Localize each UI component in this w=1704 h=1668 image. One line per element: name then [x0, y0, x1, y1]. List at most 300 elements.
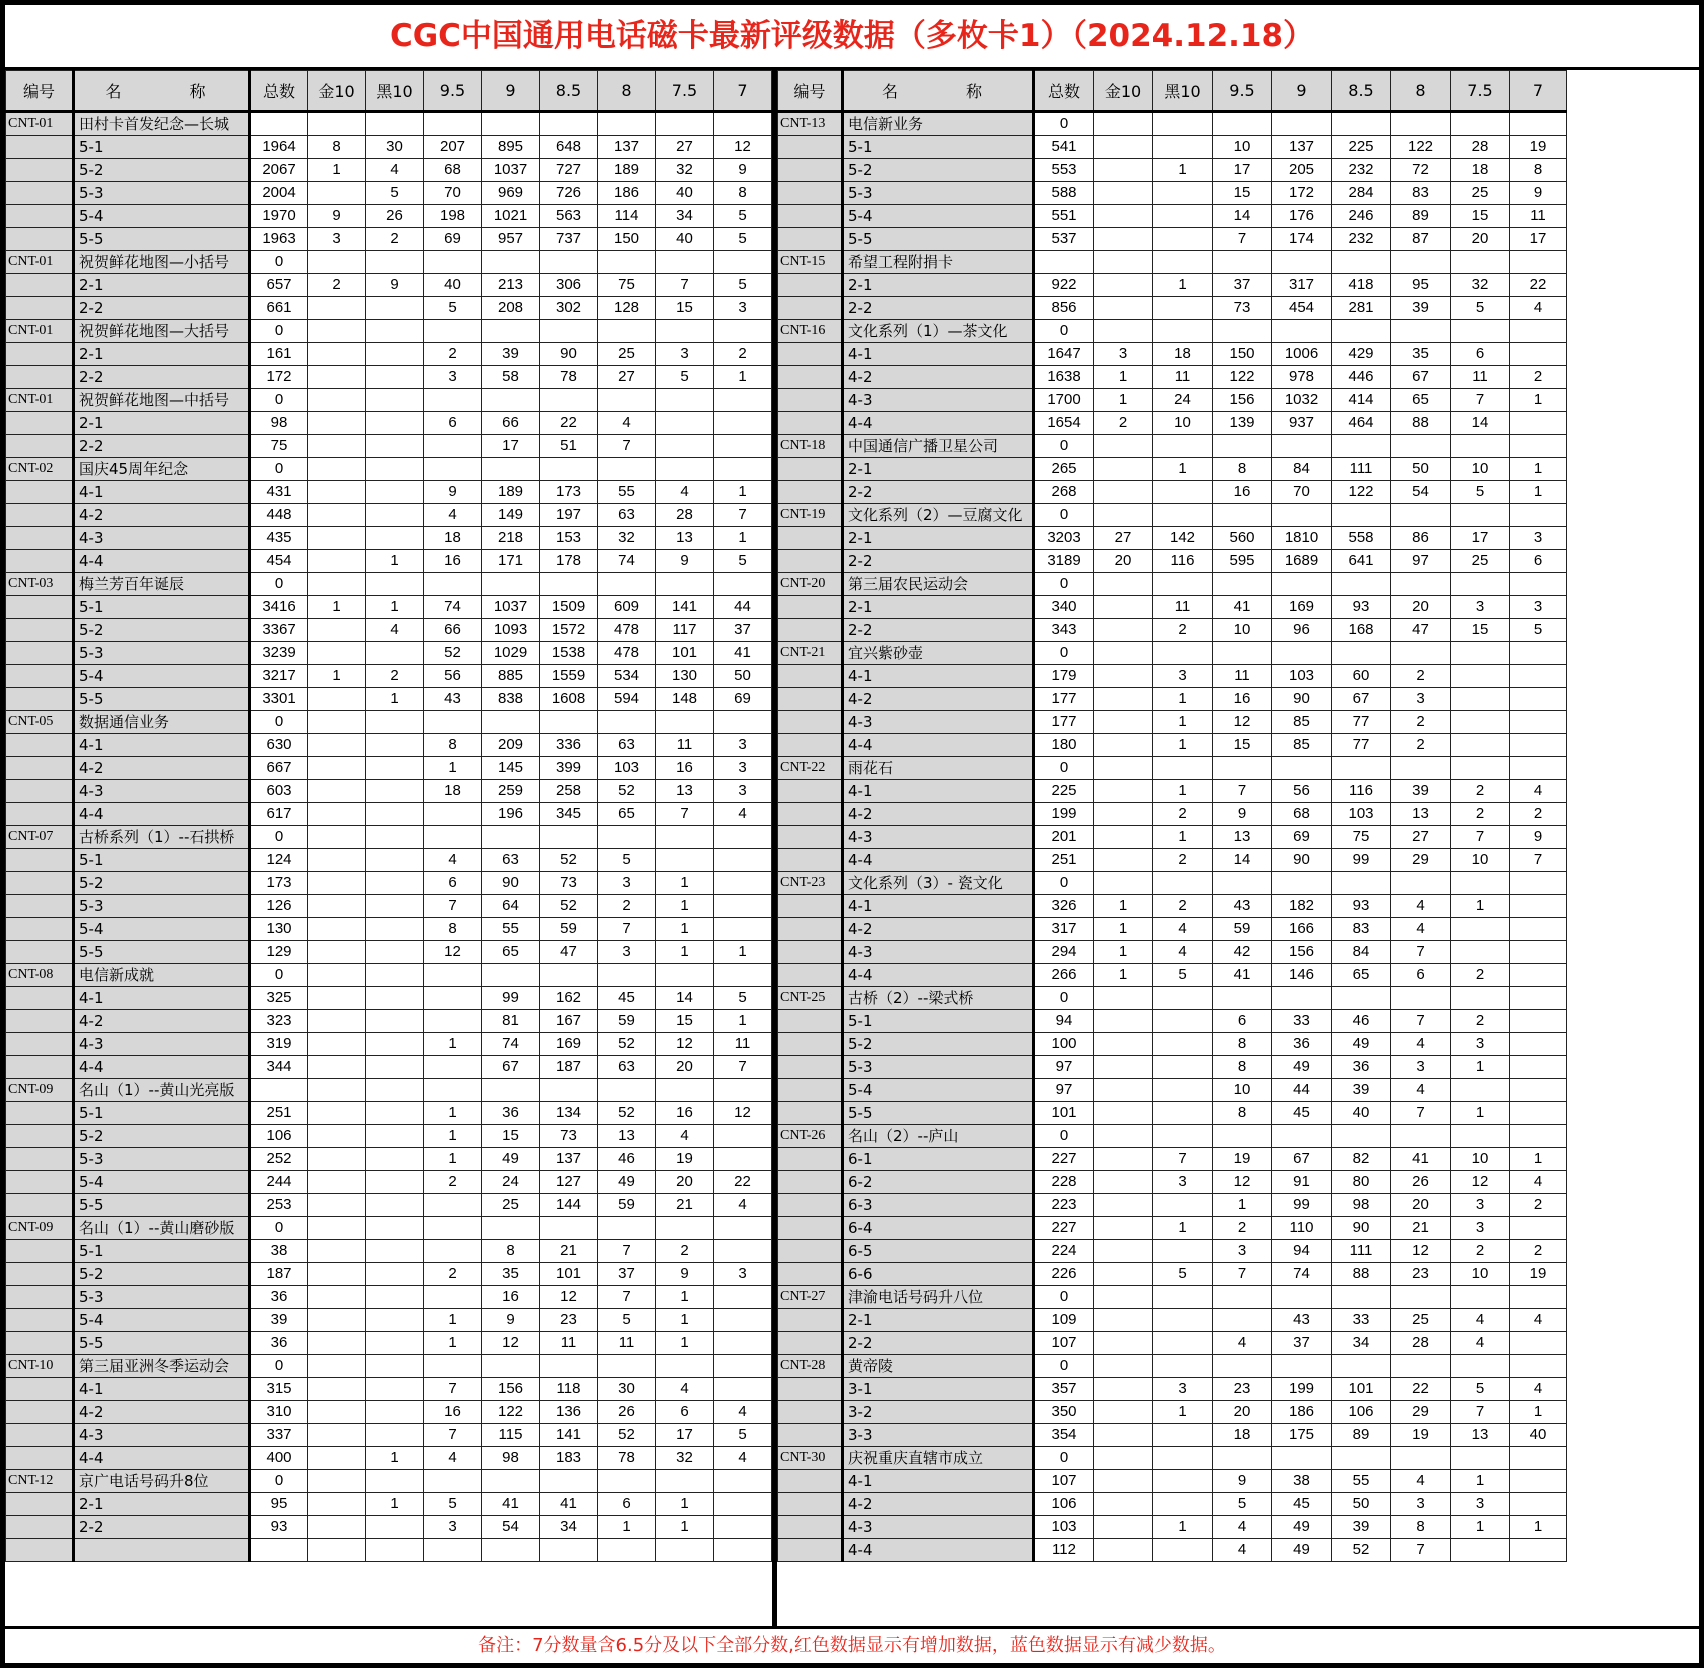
group-row — [778, 573, 1567, 596]
grade-count-cell: 37 — [1272, 1332, 1332, 1355]
grade-count-cell: 12 — [1391, 1240, 1451, 1263]
grade-count-cell: 167 — [540, 1010, 598, 1033]
grade-count-cell — [714, 112, 772, 136]
grade-count-cell: 0 — [250, 1355, 308, 1378]
grade-count-cell: 5 — [1510, 619, 1567, 642]
grade-count-cell — [1153, 1240, 1213, 1263]
card-code-cell — [778, 366, 843, 389]
grade-count-cell: 44 — [1272, 1079, 1332, 1102]
grade-count-cell: 251 — [1034, 849, 1094, 872]
grade-count-cell: 51 — [540, 435, 598, 458]
grade-count-cell — [1272, 757, 1332, 780]
grade-count-cell: 1 — [1510, 1148, 1567, 1171]
grade-count-cell: 161 — [250, 343, 308, 366]
grade-count-cell — [1272, 112, 1332, 136]
grade-count-cell — [1510, 435, 1567, 458]
grade-count-cell: 98 — [1332, 1194, 1391, 1217]
grade-count-cell: 19 — [1510, 136, 1567, 159]
grade-count-cell — [308, 320, 366, 343]
grade-count-cell — [308, 112, 366, 136]
card-code-cell — [6, 1378, 74, 1401]
grade-count-cell — [366, 1056, 424, 1079]
grade-count-cell: 4 — [1153, 918, 1213, 941]
grade-count-cell: 116 — [1153, 550, 1213, 573]
grade-count-cell: 337 — [250, 1424, 308, 1447]
card-code-cell — [778, 803, 843, 826]
card-name-cell: 4-1 — [74, 1378, 250, 1401]
grade-count-cell — [714, 1309, 772, 1332]
grade-count-cell: 1 — [1510, 1401, 1567, 1424]
card-code-cell — [778, 527, 843, 550]
grade-count-cell: 13 — [598, 1125, 656, 1148]
grade-count-cell: 39 — [1332, 1079, 1391, 1102]
grade-count-cell: 1 — [714, 1010, 772, 1033]
card-code-cell: CNT-26 — [778, 1125, 843, 1148]
grade-count-cell — [1272, 435, 1332, 458]
table-row — [778, 458, 1567, 481]
grade-count-cell — [308, 1516, 366, 1539]
grade-count-cell — [366, 1033, 424, 1056]
grade-count-cell: 90 — [482, 872, 540, 895]
table-row — [778, 136, 1567, 159]
grade-count-cell: 141 — [656, 596, 714, 619]
grade-count-cell: 156 — [1272, 941, 1332, 964]
grade-count-cell: 74 — [598, 550, 656, 573]
grade-count-cell: 4 — [1510, 1171, 1567, 1194]
grade-count-cell — [1153, 297, 1213, 320]
grade-count-cell: 1 — [366, 1447, 424, 1470]
grade-count-cell: 66 — [482, 412, 540, 435]
card-name-cell: 4-1 — [74, 987, 250, 1010]
grade-count-cell — [598, 1217, 656, 1240]
grade-count-cell: 82 — [1332, 1148, 1391, 1171]
grade-count-cell: 49 — [598, 1171, 656, 1194]
grade-count-cell — [1094, 1125, 1153, 1148]
grade-count-cell: 1093 — [482, 619, 540, 642]
grade-count-cell — [1391, 112, 1451, 136]
grade-count-cell: 21 — [1391, 1217, 1451, 1240]
card-name-cell: 6-4 — [843, 1217, 1034, 1240]
grade-count-cell — [1451, 1079, 1510, 1102]
grade-count-cell — [366, 895, 424, 918]
card-name-cell: 文化系列（3）- 瓷文化 — [843, 872, 1034, 895]
grade-count-cell: 36 — [250, 1286, 308, 1309]
grade-count-cell: 84 — [1332, 941, 1391, 964]
grade-count-cell: 46 — [598, 1148, 656, 1171]
grade-count-cell: 171 — [482, 550, 540, 573]
grade-count-cell — [656, 389, 714, 412]
card-code-cell: CNT-22 — [778, 757, 843, 780]
grade-count-cell: 39 — [250, 1309, 308, 1332]
grade-count-cell: 1647 — [1034, 343, 1094, 366]
grade-count-cell: 101 — [1034, 1102, 1094, 1125]
grade-count-cell — [1451, 1447, 1510, 1470]
grade-count-cell: 38 — [1272, 1470, 1332, 1493]
grade-count-cell — [1094, 435, 1153, 458]
card-name-cell: 中国通信广播卫星公司 — [843, 435, 1034, 458]
grade-count-cell — [1272, 1286, 1332, 1309]
card-code-cell — [6, 1148, 74, 1171]
grade-count-cell: 186 — [598, 182, 656, 205]
grade-count-cell: 9 — [714, 159, 772, 182]
grade-count-cell: 34 — [1332, 1332, 1391, 1355]
grade-count-cell: 7 — [1391, 1010, 1451, 1033]
grade-count-cell: 111 — [1332, 458, 1391, 481]
right-table-body — [778, 112, 1567, 1562]
grade-count-cell: 13 — [656, 780, 714, 803]
grade-count-cell: 173 — [250, 872, 308, 895]
card-code-cell — [778, 1148, 843, 1171]
table-row — [6, 619, 772, 642]
card-name-cell: 4-2 — [843, 918, 1034, 941]
card-name-cell: 4-3 — [843, 389, 1034, 412]
grade-count-cell — [714, 435, 772, 458]
group-row — [778, 320, 1567, 343]
grade-count-cell — [366, 458, 424, 481]
grade-count-cell: 8 — [1213, 1033, 1272, 1056]
grade-count-cell: 36 — [250, 1332, 308, 1355]
card-name-cell: 5-2 — [74, 159, 250, 182]
grade-count-cell: 1 — [656, 1286, 714, 1309]
grade-count-cell — [308, 918, 366, 941]
grade-count-cell: 73 — [1213, 297, 1272, 320]
grade-count-cell: 5 — [714, 274, 772, 297]
grade-count-cell — [1213, 320, 1272, 343]
grade-count-cell: 83 — [1391, 182, 1451, 205]
card-name-cell: 电信新成就 — [74, 964, 250, 987]
grade-count-cell: 4 — [714, 1194, 772, 1217]
grade-count-cell — [714, 1286, 772, 1309]
grade-count-cell: 3 — [1510, 596, 1567, 619]
grade-count-cell: 40 — [1510, 1424, 1567, 1447]
group-row — [778, 504, 1567, 527]
grade-count-cell: 3367 — [250, 619, 308, 642]
table-row — [6, 504, 772, 527]
grade-count-cell — [714, 1355, 772, 1378]
grade-count-cell — [714, 1332, 772, 1355]
grade-count-cell — [1094, 849, 1153, 872]
grade-count-cell: 73 — [540, 872, 598, 895]
grade-count-cell: 27 — [1391, 826, 1451, 849]
grade-count-cell — [1391, 642, 1451, 665]
grade-count-cell: 446 — [1332, 366, 1391, 389]
card-code-cell — [778, 228, 843, 251]
grade-count-cell: 1 — [714, 366, 772, 389]
table-row — [778, 1309, 1567, 1332]
grade-count-cell: 14 — [656, 987, 714, 1010]
grade-count-cell: 0 — [250, 389, 308, 412]
grade-count-cell — [1094, 1355, 1153, 1378]
grade-count-cell: 16 — [1213, 481, 1272, 504]
grade-count-cell — [308, 527, 366, 550]
grade-count-cell — [1094, 780, 1153, 803]
grade-count-cell: 223 — [1034, 1194, 1094, 1217]
grade-count-cell: 18 — [424, 780, 482, 803]
table-row — [6, 1240, 772, 1263]
grade-count-cell — [308, 1102, 366, 1125]
grade-count-cell — [482, 112, 540, 136]
table-row — [6, 1332, 772, 1355]
table-row — [6, 481, 772, 504]
grade-count-cell — [1094, 734, 1153, 757]
grade-count-cell — [1510, 1355, 1567, 1378]
grade-count-cell — [1153, 1447, 1213, 1470]
card-code-cell — [778, 941, 843, 964]
grade-count-cell: 26 — [598, 1401, 656, 1424]
grade-count-cell — [1510, 1079, 1567, 1102]
table-row — [778, 550, 1567, 573]
card-code-cell: CNT-30 — [778, 1447, 843, 1470]
grade-count-cell — [656, 849, 714, 872]
card-code-cell: CNT-25 — [778, 987, 843, 1010]
card-code-cell — [778, 619, 843, 642]
card-code-cell — [778, 1378, 843, 1401]
card-name-cell: 津渝电话号码升八位 — [843, 1286, 1034, 1309]
grade-count-cell — [1272, 320, 1332, 343]
grade-count-cell: 7 — [714, 1056, 772, 1079]
grade-count-cell: 6 — [424, 412, 482, 435]
grade-count-cell: 141 — [540, 1424, 598, 1447]
grade-count-cell — [1034, 251, 1094, 274]
table-row — [6, 1447, 772, 1470]
grade-count-cell — [656, 251, 714, 274]
grade-count-cell — [1153, 1539, 1213, 1562]
grade-count-cell — [714, 573, 772, 596]
grade-count-cell: 7 — [1213, 228, 1272, 251]
table-row — [778, 780, 1567, 803]
grade-count-cell: 5 — [598, 849, 656, 872]
table-row — [6, 688, 772, 711]
grade-count-cell — [366, 987, 424, 1010]
grade-count-cell — [1332, 573, 1391, 596]
grade-count-cell — [308, 1194, 366, 1217]
grade-count-cell: 5 — [1451, 481, 1510, 504]
grade-count-cell — [1332, 642, 1391, 665]
card-name-cell: 3-1 — [843, 1378, 1034, 1401]
grade-count-cell — [424, 1355, 482, 1378]
grade-count-cell: 52 — [424, 642, 482, 665]
grade-count-cell: 2 — [714, 343, 772, 366]
grade-count-cell — [308, 412, 366, 435]
grade-count-cell: 25 — [482, 1194, 540, 1217]
grade-count-cell — [308, 1033, 366, 1056]
table-row — [778, 182, 1567, 205]
grade-count-cell — [366, 366, 424, 389]
grade-count-cell: 326 — [1034, 895, 1094, 918]
card-name-cell: 祝贺鲜花地图—小括号 — [74, 251, 250, 274]
grade-count-cell: 2 — [1391, 665, 1451, 688]
grade-count-cell — [1094, 1447, 1153, 1470]
grade-count-cell: 3 — [714, 297, 772, 320]
grade-count-cell: 93 — [250, 1516, 308, 1539]
grade-count-cell: 106 — [1034, 1493, 1094, 1516]
grade-count-cell: 323 — [250, 1010, 308, 1033]
grade-count-cell — [1094, 711, 1153, 734]
grade-count-cell — [1094, 619, 1153, 642]
grade-count-cell — [366, 1424, 424, 1447]
grade-count-cell: 0 — [1034, 504, 1094, 527]
grade-count-cell: 11 — [1510, 205, 1567, 228]
card-code-cell — [778, 1424, 843, 1447]
group-row — [778, 112, 1567, 136]
grade-count-cell — [1272, 504, 1332, 527]
grade-count-cell: 534 — [598, 665, 656, 688]
grade-count-cell: 1 — [1153, 826, 1213, 849]
table-row — [6, 872, 772, 895]
grade-count-cell: 252 — [250, 1148, 308, 1171]
card-name-cell: 4-4 — [843, 734, 1034, 757]
grade-count-cell — [482, 458, 540, 481]
table-row — [6, 1194, 772, 1217]
grade-count-cell: 563 — [540, 205, 598, 228]
grade-count-cell: 25 — [1391, 1309, 1451, 1332]
grade-count-cell: 29 — [1391, 849, 1451, 872]
grade-count-cell — [366, 1539, 424, 1562]
grade-count-cell: 12 — [714, 136, 772, 159]
grade-count-cell — [1213, 1286, 1272, 1309]
grade-count-cell: 1 — [1451, 1516, 1510, 1539]
grade-count-cell: 1572 — [540, 619, 598, 642]
grade-count-cell: 75 — [250, 435, 308, 458]
grade-count-cell: 166 — [1272, 918, 1332, 941]
card-code-cell — [6, 366, 74, 389]
grade-count-cell: 63 — [598, 1056, 656, 1079]
card-code-cell — [778, 550, 843, 573]
grade-count-cell: 1029 — [482, 642, 540, 665]
grade-count-cell: 106 — [250, 1125, 308, 1148]
table-row — [778, 619, 1567, 642]
card-name-cell: 名山（1）--黄山光亮版 — [74, 1079, 250, 1102]
grade-count-cell: 59 — [598, 1010, 656, 1033]
card-name-cell: 5-5 — [843, 1102, 1034, 1125]
grade-count-cell: 149 — [482, 504, 540, 527]
grade-count-cell: 13 — [1213, 826, 1272, 849]
grade-count-cell — [366, 1355, 424, 1378]
card-name-cell: 4-4 — [843, 1539, 1034, 1562]
grade-count-cell: 4 — [1451, 1309, 1510, 1332]
grade-count-cell — [366, 803, 424, 826]
card-code-cell — [778, 964, 843, 987]
grade-count-cell: 112 — [1034, 1539, 1094, 1562]
grade-count-cell: 88 — [1391, 412, 1451, 435]
grade-count-cell: 80 — [1332, 1171, 1391, 1194]
left-column-header: 7.5 — [656, 71, 714, 112]
grade-count-cell: 8 — [1213, 1056, 1272, 1079]
grade-count-cell: 55 — [482, 918, 540, 941]
grade-count-cell — [482, 1539, 540, 1562]
grade-count-cell — [1510, 1539, 1567, 1562]
table-row — [778, 274, 1567, 297]
card-code-cell — [778, 711, 843, 734]
table-row — [6, 1424, 772, 1447]
grade-count-cell: 7 — [598, 1240, 656, 1263]
grade-count-cell — [308, 1263, 366, 1286]
grade-count-cell — [1094, 665, 1153, 688]
grade-count-cell: 2 — [1451, 780, 1510, 803]
left-header-row — [6, 71, 772, 112]
grade-count-cell: 630 — [250, 734, 308, 757]
card-code-cell — [778, 1010, 843, 1033]
grade-count-cell: 3 — [1153, 1171, 1213, 1194]
grade-count-cell: 52 — [598, 1033, 656, 1056]
card-name-cell: 4-4 — [74, 803, 250, 826]
grade-count-cell: 259 — [482, 780, 540, 803]
card-code-cell — [6, 527, 74, 550]
grade-count-cell: 1 — [1153, 458, 1213, 481]
left-column-header: 黑10 — [366, 71, 424, 112]
left-column-header: 9 — [482, 71, 540, 112]
grade-count-cell: 0 — [1034, 1286, 1094, 1309]
grade-count-cell — [482, 826, 540, 849]
grade-count-cell: 2 — [424, 343, 482, 366]
right-column-header: 7.5 — [1451, 71, 1510, 112]
grade-count-cell — [1391, 435, 1451, 458]
grade-count-cell: 302 — [540, 297, 598, 320]
grade-count-cell — [308, 1309, 366, 1332]
grade-count-cell — [714, 320, 772, 343]
card-code-cell — [6, 849, 74, 872]
grade-count-cell — [1213, 987, 1272, 1010]
grade-count-cell: 176 — [1272, 205, 1332, 228]
grade-count-cell: 67 — [482, 1056, 540, 1079]
grade-count-cell — [1451, 251, 1510, 274]
grade-count-cell: 74 — [1272, 1263, 1332, 1286]
table-row — [778, 1194, 1567, 1217]
grade-count-cell — [1272, 1355, 1332, 1378]
grade-count-cell: 15 — [1213, 734, 1272, 757]
grade-count-cell: 69 — [424, 228, 482, 251]
card-code-cell — [6, 1516, 74, 1539]
grade-count-cell: 39 — [1391, 297, 1451, 320]
card-code-cell: CNT-05 — [6, 711, 74, 734]
grade-count-cell — [1153, 1125, 1213, 1148]
grade-count-cell: 124 — [250, 849, 308, 872]
grade-count-cell: 20 — [1094, 550, 1153, 573]
grade-count-cell: 2 — [1153, 849, 1213, 872]
grade-count-cell — [1391, 872, 1451, 895]
grade-count-cell — [1213, 573, 1272, 596]
grade-count-cell: 18 — [1213, 1424, 1272, 1447]
grade-count-cell: 89 — [1391, 205, 1451, 228]
card-name-cell: 2-1 — [74, 274, 250, 297]
grade-count-cell: 4 — [366, 159, 424, 182]
grade-count-cell — [424, 826, 482, 849]
grade-count-cell: 174 — [1272, 228, 1332, 251]
grade-count-cell: 77 — [1332, 734, 1391, 757]
grade-count-cell: 5 — [1213, 1493, 1272, 1516]
grade-count-cell — [1153, 481, 1213, 504]
grade-count-cell — [1451, 112, 1510, 136]
grade-count-cell: 12 — [482, 1332, 540, 1355]
grade-count-cell — [1153, 1493, 1213, 1516]
grade-count-cell: 23 — [540, 1309, 598, 1332]
grade-count-cell: 6 — [1510, 550, 1567, 573]
card-name-cell: 2-1 — [843, 274, 1034, 297]
grade-count-cell: 3 — [598, 872, 656, 895]
grade-count-cell: 7 — [1510, 849, 1567, 872]
group-row — [6, 458, 772, 481]
card-code-cell — [778, 1332, 843, 1355]
table-row — [6, 1263, 772, 1286]
grade-count-cell — [656, 112, 714, 136]
card-name-cell — [74, 1539, 250, 1562]
grade-count-cell: 5 — [656, 366, 714, 389]
card-name-cell: 3-3 — [843, 1424, 1034, 1447]
table-row — [6, 918, 772, 941]
grade-count-cell: 737 — [540, 228, 598, 251]
grade-count-cell: 122 — [1391, 136, 1451, 159]
grade-count-cell — [1153, 1332, 1213, 1355]
